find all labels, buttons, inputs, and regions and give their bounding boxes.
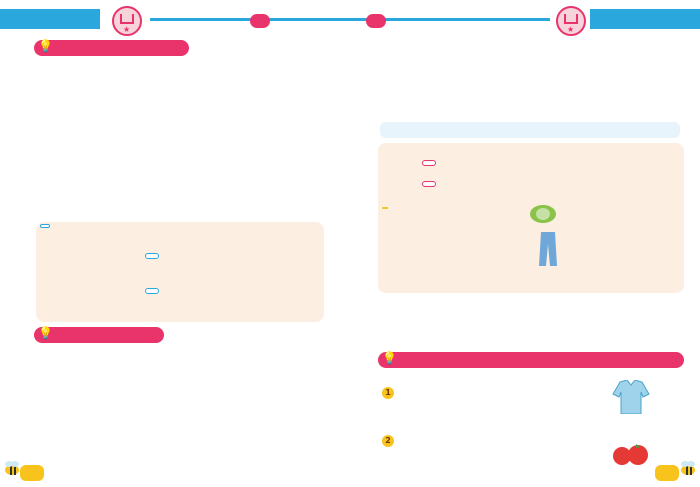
section-follow-header	[378, 352, 684, 368]
right-header-band	[590, 9, 700, 29]
bee-icon	[678, 459, 698, 477]
lightbulb-icon: 💡	[382, 351, 397, 365]
follow-q1: 1	[382, 387, 398, 399]
bee-icon	[2, 459, 22, 477]
example-label	[382, 207, 388, 209]
money-note	[380, 122, 680, 138]
lightbulb-icon: 💡	[38, 326, 53, 340]
section-practice-header	[34, 327, 164, 343]
blouse-icon	[612, 380, 650, 414]
page-number-right	[655, 465, 679, 481]
left-level-pill	[250, 14, 270, 28]
lightbulb-icon: 💡	[38, 39, 53, 53]
trousers-icon	[538, 232, 558, 266]
cabbage-icon	[528, 202, 558, 224]
formula-they-are	[422, 181, 436, 187]
right-logo: ★	[556, 6, 586, 36]
section-choose-header	[34, 40, 189, 56]
rule-title-box	[40, 224, 50, 228]
page-number-left	[20, 465, 44, 481]
follow-q2: 2	[382, 435, 398, 447]
formula-it-is	[422, 160, 436, 166]
left-header-band	[0, 9, 100, 29]
how-much-rule-box	[36, 222, 324, 322]
left-logo: ★	[112, 6, 142, 36]
tomatoes-icon	[612, 440, 652, 468]
right-page	[350, 0, 700, 487]
rule-row2-box	[145, 288, 159, 294]
rule-row1-box	[145, 253, 159, 259]
right-level-pill	[366, 14, 386, 28]
